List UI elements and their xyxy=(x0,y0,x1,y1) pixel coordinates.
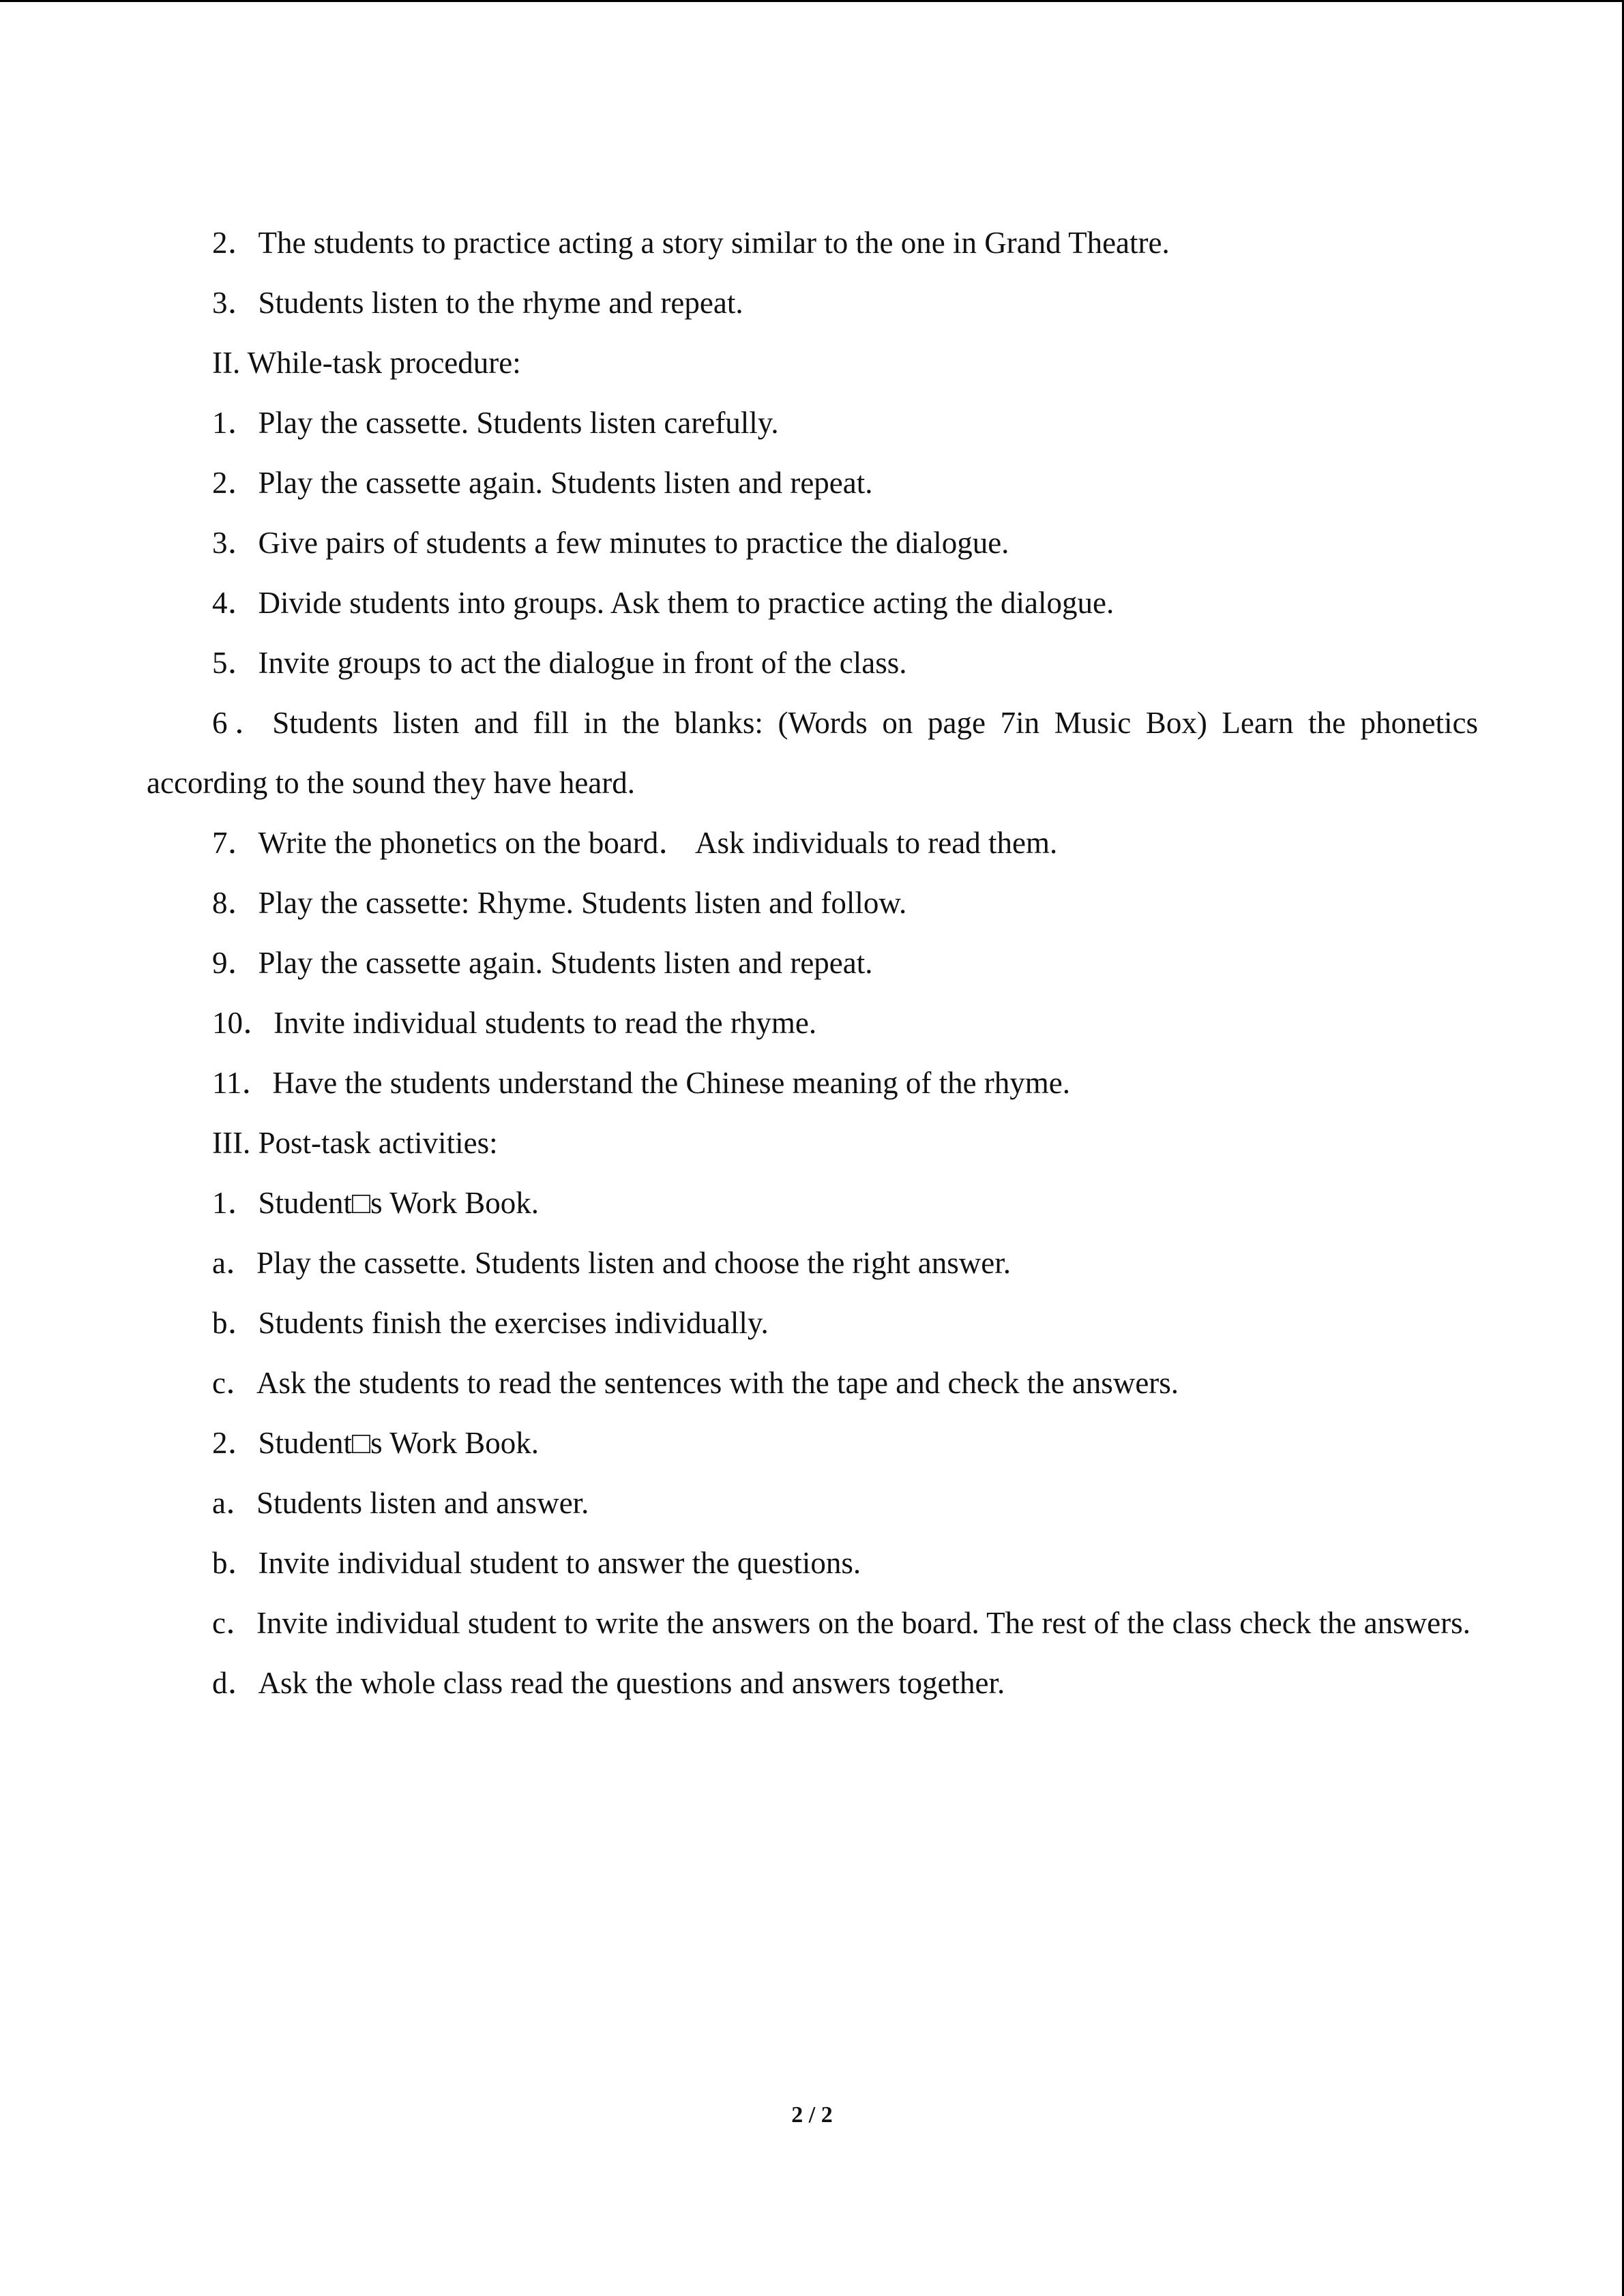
paragraph: 1．Play the cassette. Students listen carefully. xyxy=(212,406,779,440)
paragraph: 8．Play the cassette: Rhyme. Students listen and follow. xyxy=(212,886,907,920)
document-body xyxy=(147,213,1478,1713)
paragraph: 4．Divide students into groups. Ask them to practice acting the dialogue. xyxy=(212,586,1114,620)
paragraph: a．Students listen and answer. xyxy=(212,1486,589,1520)
paragraph: d．Ask the whole class read the questions and answers together. xyxy=(212,1666,1005,1700)
paragraph: 2．Play the cassette again. Students listen and repeat. xyxy=(212,466,873,500)
paragraph: 2．Student□s Work Book. xyxy=(212,1426,540,1460)
paragraph: 10．Invite individual students to read the rhyme. xyxy=(212,1006,817,1040)
paragraph: 6．Students listen and fill in the blanks: (Words on page 7in Music Box) Learn the phonetics according to the sound they have heard. xyxy=(147,706,1478,800)
paragraph: 7．Write the phonetics on the board． Ask individuals to read them. xyxy=(212,826,1058,860)
page-number: 2 / 2 xyxy=(791,2102,833,2128)
paragraph: b．Invite individual student to answer the questions. xyxy=(212,1546,861,1580)
section-heading: II. While-task procedure: xyxy=(212,346,521,380)
page-top-border xyxy=(0,0,1624,2)
paragraph: c．Invite individual student to write the answers on the board. The rest of the class check the answers. xyxy=(212,1606,1471,1640)
paragraph: 11．Have the students understand the Chinese meaning of the rhyme. xyxy=(212,1066,1071,1100)
paragraph: 1．Student□s Work Book. xyxy=(212,1186,540,1220)
paragraph: 3．Students listen to the rhyme and repeat. xyxy=(212,286,743,320)
paragraph: a．Play the cassette. Students listen and choose the right answer. xyxy=(212,1246,1011,1280)
paragraph: 3．Give pairs of students a few minutes to practice the dialogue. xyxy=(212,526,1009,560)
paragraph: c．Ask the students to read the sentences with the tape and check the answers. xyxy=(212,1366,1179,1400)
section-heading: III. Post-task activities: xyxy=(212,1126,498,1160)
paragraph: 2．The students to practice acting a story similar to the one in Grand Theatre. xyxy=(212,226,1170,260)
paragraph: 5．Invite groups to act the dialogue in front of the class. xyxy=(212,646,907,680)
paragraph: 9．Play the cassette again. Students listen and repeat. xyxy=(212,946,873,980)
paragraph: b．Students finish the exercises individually. xyxy=(212,1306,769,1340)
